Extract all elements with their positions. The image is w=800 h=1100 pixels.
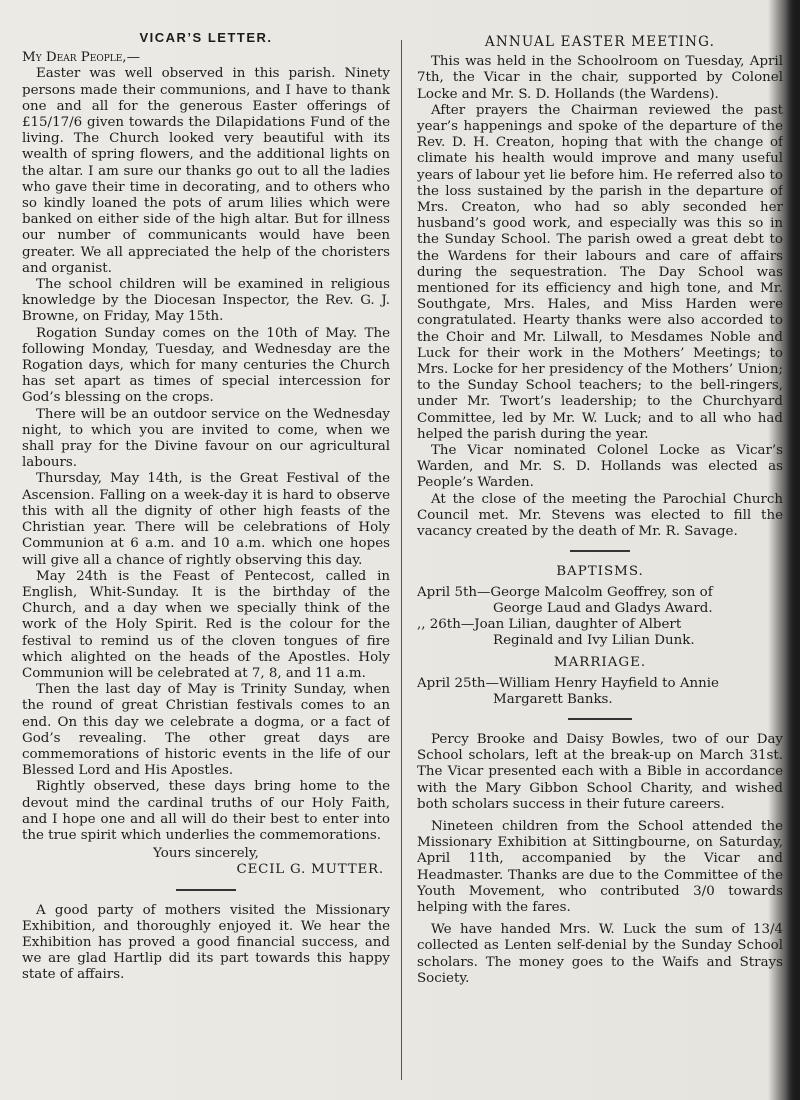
- column-divider: [401, 40, 402, 1080]
- news-paragraph: Nineteen children from the School attended the Missionary Exhibition at Sittingbourne, on Saturday, April 11th, accompanied by the Vicar and Headmaster. Thanks are due to the Committee of the Youth Movement, who contributed 3/0 towards helping with the fares.: [417, 818, 783, 915]
- meeting-paragraph: This was held in the Schoolroom on Tuesday, April 7th, the Vicar in the chair, supported by Colonel Locke and Mr. S. D. Hollands (the Wardens).: [417, 54, 783, 102]
- page-edge-shadow: [786, 0, 800, 1100]
- easter-meeting-heading: ANNUAL EASTER MEETING.: [484, 34, 716, 50]
- letter-paragraph: There will be an outdoor service on the Wednesday night, to which you are invited to come, when we shall pray for the Divine favour on our agricultural labours.: [22, 406, 390, 471]
- meeting-paragraph: At the close of the meeting the Parochial Church Council met. Mr. Stevens was elected to fill the vacancy created by the death of Mr. R. Savage.: [417, 491, 783, 540]
- vicars-letter-heading: VICAR’S LETTER.: [139, 30, 273, 45]
- letter-signature: CECIL G. MUTTER.: [236, 862, 384, 878]
- section-divider: [176, 889, 236, 891]
- salutation: My Dear People,—: [22, 50, 140, 66]
- letter-closing: Yours sincerely,: [153, 846, 259, 862]
- section-divider: [570, 550, 630, 552]
- vicars-letter-column: [22, 30, 390, 984]
- baptism-entry-lead: April 5th—George Malcolm Geoffrey, son of: [417, 584, 713, 600]
- parish-news-column: [417, 34, 783, 987]
- baptism-entry: [417, 585, 783, 617]
- letter-paragraph: May 24th is the Feast of Pentecost, called in English, Whit-Sunday. It is the birthday of the Church, and a day when we specially think of the work of the Holy Spirit. Red is the colour for the festival to remind us of the cloven tongues of fire which alighted on the heads of the Apostles. Holy Communion will be celebrated at 7, 8, and 11 a.m.: [22, 568, 390, 681]
- meeting-paragraph: After prayers the Chairman reviewed the past year’s happenings and spoke of the departure of the Rev. D. H. Creaton, hoping that with the change of climate his health would improve and many useful years of labour yet lie before him. He referred also to the loss sustained by the parish in the departure of Mrs. Creaton, who had so ably seconded her husband’s good work, and especially was this so in the Sunday School. The parish owed a great debt to the Wardens for their labours and care of affairs during the sequestration. The Day School was mentioned for its efficiency and high tone, and Mr. Southgate, Mrs. Hales, and Miss Harden were congratulated. Hearty thanks were also accorded to the Choir and Mr. Lilwall, to Mesdames Noble and Luck for their work in the Mothers’ Meetings; to Mrs. Locke for her presidency of the Mothers’ Union; to the Sunday School teachers; to the bell-ringers, under Mr. Twort’s leadership; to the Churchyard Committee, led by Mr. W. Luck; and to all who had helped the parish during the year.: [417, 102, 783, 442]
- letter-paragraph: Easter was well observed in this parish. Ninety persons made their communions, and I have to thank one and all for the generous Easter offerings of £15/17/6 given towards the Dilapidations Fund of the living. The Church looked very beautiful with its wealth of spring flowers, and the additional lights on the altar. I am sure our thanks go out to all the ladies who gave their time in decorating, and to others who so kindly loaned the pots of arum lilies which were banked on either side of the high altar. But for illness our number of communicants would have been greater. We all appreciated the help of the choristers and organist.: [22, 66, 390, 276]
- baptism-entry-cont: Reginald and Ivy Lilian Dunk.: [493, 633, 695, 649]
- news-paragraph: Percy Brooke and Daisy Bowles, two of our Day School scholars, left at the break-up on March 31st. The Vicar presented each with a Bible in accordance with the Mary Gibbon School Charity, and wished both scholars success in their future careers.: [417, 731, 783, 812]
- letter-paragraph: Then the last day of May is Trinity Sunday, when the round of great Christian festivals comes to an end. On this day we celebrate a dogma, or a fact of God’s revealing. The other great days are commemorations of historic events in the life of our Blessed Lord and His Apostles.: [22, 682, 390, 779]
- marriage-entry: [417, 676, 783, 708]
- baptism-entry-cont: George Laud and Gladys Award.: [493, 600, 713, 616]
- section-divider: [568, 718, 632, 720]
- baptism-entry: [417, 617, 783, 649]
- letter-paragraph: Rightly observed, these days bring home to the devout mind the cardinal truths of our Holy Faith, and I hope one and all will do their best to enter into the true spirit which underlies the commemorations.: [22, 779, 390, 843]
- news-paragraph: We have handed Mrs. W. Luck the sum of 13/4 collected as Lenten self-denial by the Sunday School scholars. The money goes to the Waifs and Strays Society.: [417, 922, 783, 986]
- meeting-paragraph: The Vicar nominated Colonel Locke as Vicar’s Warden, and Mr. S. D. Hollands was elected as People’s Warden.: [417, 443, 783, 491]
- marriage-heading: MARRIAGE.: [553, 655, 647, 671]
- baptism-entry-lead: ,, 26th—Joan Lilian, daughter of Albert: [417, 616, 682, 632]
- letter-paragraph: Rogation Sunday comes on the 10th of May. The following Monday, Tuesday, and Wednesday are the Rogation days, which for many centuries the Church has set apart as times of special intercession for God’s blessing on the crops.: [22, 325, 390, 406]
- marriage-entry-cont: Margarett Banks.: [493, 691, 613, 707]
- baptisms-heading: BAPTISMS.: [556, 564, 644, 580]
- letter-paragraph: Thursday, May 14th, is the Great Festival of the Ascension. Falling on a week-day it is hard to observe this with all the dignity of other high feasts of the Christian year. There will be celebrations of Holy Communion at 6 a.m. and 10 a.m. which one hopes will give all a chance of rightly observing this day.: [22, 471, 390, 568]
- marriage-entry-lead: April 25th—William Henry Hayfield to Annie: [417, 675, 719, 691]
- mothers-exhibition-paragraph: A good party of mothers visited the Missionary Exhibition, and thoroughly enjoyed it. We hear the Exhibition has proved a good financial success, and we are glad Hartlip did its part towards this happy state of affairs.: [22, 902, 390, 983]
- letter-paragraph: The school children will be examined in religious knowledge by the Diocesan Inspector, the Rev. G. J. Browne, on Friday, May 15th.: [22, 277, 390, 325]
